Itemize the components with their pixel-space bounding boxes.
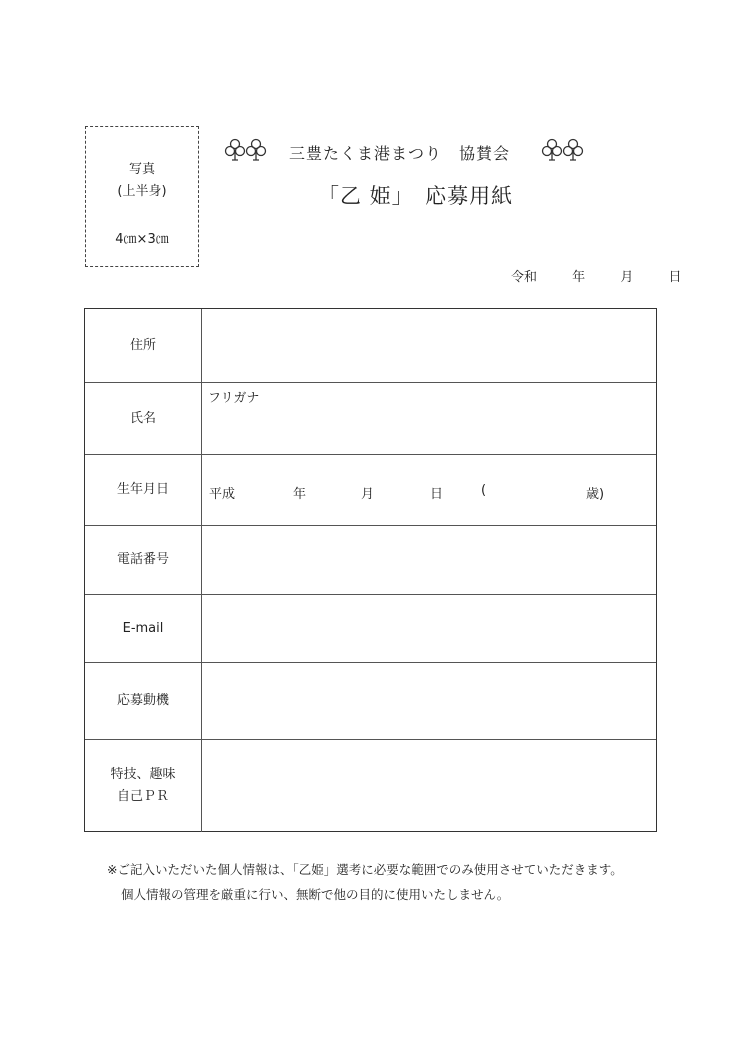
row-motive	[85, 663, 656, 740]
photo-subject: (上半身)	[117, 184, 167, 199]
row-skills	[85, 740, 656, 832]
email-label: E-mail	[85, 595, 202, 662]
date-day: 日	[668, 270, 682, 285]
clover-club-icon	[224, 137, 268, 163]
date-month: 月	[620, 270, 634, 285]
address-field[interactable]	[202, 309, 656, 382]
birthdate-field[interactable]	[202, 455, 656, 525]
row-address	[85, 309, 656, 383]
motive-field[interactable]	[202, 663, 656, 739]
age-open-paren: (	[481, 483, 487, 498]
phone-field[interactable]	[202, 526, 656, 594]
skills-label-line2: 自己ＰＲ	[116, 789, 169, 804]
clover-club-icon	[541, 137, 585, 163]
skills-label	[85, 740, 202, 832]
row-name	[85, 383, 656, 455]
birth-month: 月	[361, 487, 375, 502]
birthdate-label: 生年月日	[85, 455, 202, 525]
email-field[interactable]	[202, 595, 656, 662]
date-year: 年	[572, 270, 586, 285]
birth-day: 日	[430, 487, 444, 502]
skills-label-line1: 特技、趣味	[110, 767, 176, 782]
name-label: 氏名	[85, 383, 202, 454]
birth-era: 平成	[209, 487, 236, 502]
name-field[interactable]	[202, 383, 656, 454]
photo-label: 写真	[128, 162, 155, 177]
photo-placeholder	[85, 126, 199, 267]
age-unit: 歳)	[586, 487, 605, 502]
skills-field[interactable]	[202, 740, 656, 832]
privacy-note-line1: ※ご記入いただいた個人情報は、「乙姫」選考に必要な範囲でのみ使用させていただきます。	[107, 862, 623, 877]
date-era: 令和	[511, 270, 538, 285]
privacy-note-line2: 個人情報の管理を厳重に行い、無断で他の目的に使用いたしません。	[121, 887, 510, 902]
phone-label: 電話番号	[85, 526, 202, 594]
application-date	[511, 266, 681, 285]
photo-size: 4㎝×3㎝	[115, 232, 169, 247]
organization-name: 三豊たくま港まつり 協賛会	[289, 144, 511, 163]
form-title: 「乙 姫」 応募用紙	[318, 184, 514, 208]
row-phone	[85, 526, 656, 595]
application-form-table	[84, 308, 657, 832]
motive-label: 応募動機	[85, 663, 202, 739]
row-birthdate	[85, 455, 656, 526]
address-label: 住所	[85, 309, 202, 382]
furigana-label: フリガナ	[208, 391, 260, 406]
birth-year: 年	[293, 487, 307, 502]
row-email	[85, 595, 656, 663]
privacy-note	[107, 857, 623, 907]
